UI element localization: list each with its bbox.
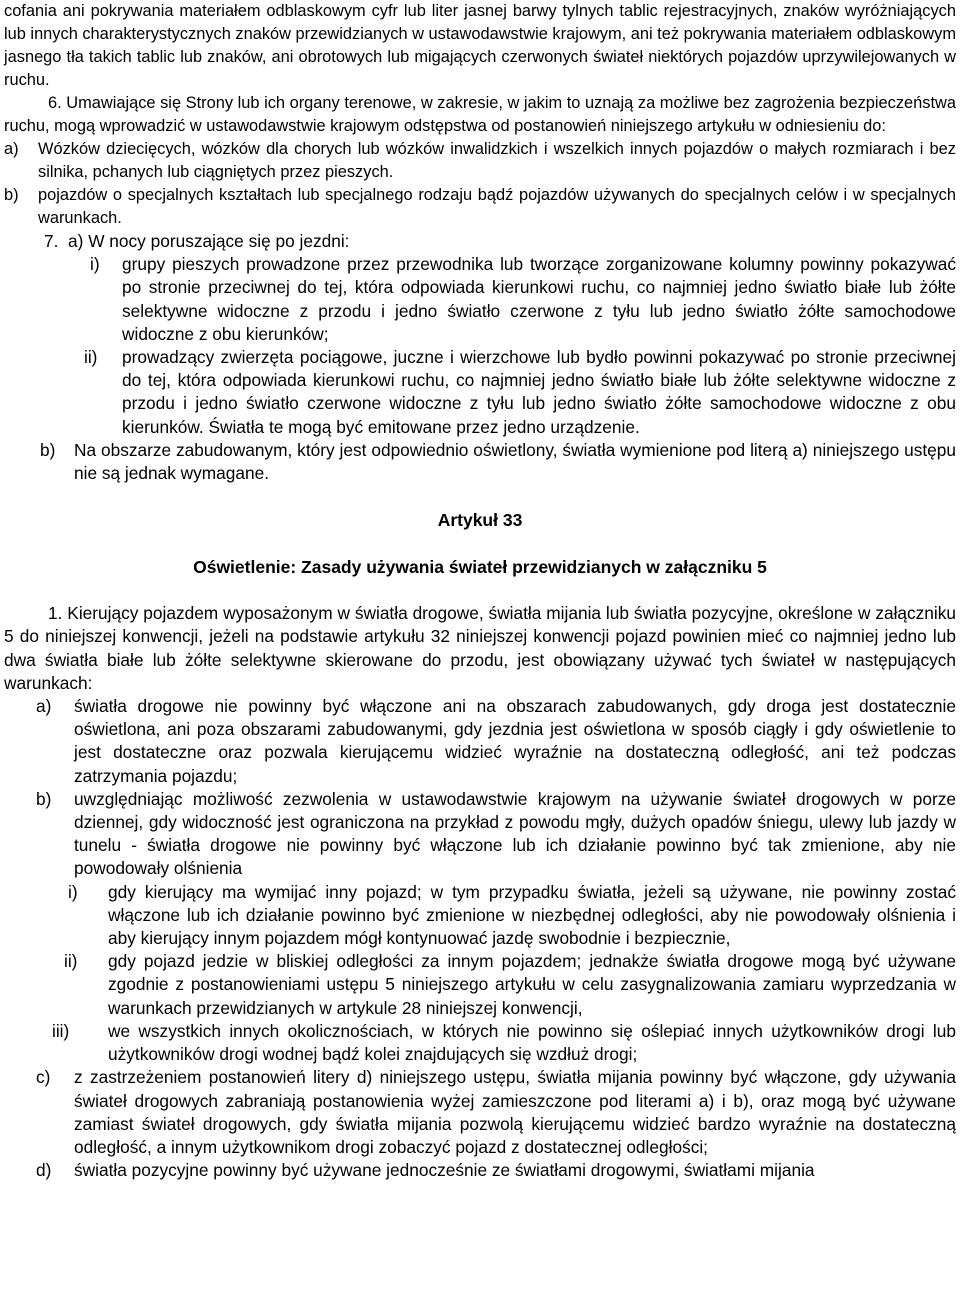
paragraph-1-b-sub-ii xyxy=(4,950,956,1020)
item-text: z zastrzeżeniem postanowień litery d) niniejszego ustępu, światła mijania powinny być włączone, gdy używania świateł drogowych zabraniają postanowienia wyżej zamieszczone pod literami a) i b), oraz mogą być używane zamiast świateł drogowych, gdy światła mijania pozwolą kierującemu widzieć bardzo wyraźnie na dostateczną odległość, a innym użytkownikom drogi zobaczyć pojazd z dostatecznej odległości; xyxy=(74,1067,956,1157)
item-label: a) xyxy=(4,140,19,158)
paragraph-1-item-d xyxy=(4,1159,956,1182)
paragraph-7-sub-i xyxy=(4,253,956,346)
item-label: c) xyxy=(36,1067,51,1088)
item-text: gdy kierujący ma wymijać inny pojazd; w tym przypadku światła, jeżeli są używane, nie powinny zostać włączone lub ich działanie powinno być zmienione w niezbędnej odległości, aby nie powodowały olśnienia i aby kierujący innym pojazdem mógł kontynuować jazdę swobodnie i bezpiecznie, xyxy=(108,881,956,949)
item-label: b) xyxy=(36,788,52,809)
article-title: Artykuł 33 xyxy=(437,510,523,531)
item-label: b) xyxy=(4,186,19,204)
paragraph-1-b-sub-i xyxy=(4,881,956,951)
paragraph-1-item-b xyxy=(4,788,956,881)
paragraph-1-item-a xyxy=(4,695,956,788)
item-text: pojazdów o specjalnych kształtach lub specjalnego rodzaju bądź pojazdów używanych do specjalnych celów i w specjalnych warunkach. xyxy=(38,186,956,227)
paragraph-1-item-c xyxy=(4,1066,956,1159)
item-label: i) xyxy=(90,254,100,275)
item-text: we wszystkich innych okolicznościach, w których nie powinno się oślepiać innych użytkowników drogi lub użytkowników drogi wodnej bądź kolei znajdujących się wzdłuż drogi; xyxy=(108,1020,956,1065)
paragraph-number: 7. xyxy=(44,231,59,251)
item-text: światła drogowe nie powinny być włączone ani na obszarach zabudowanych, gdy droga jest dostatecznie oświetlona, ani poza obszarami zabudowanymi, gdy jezdnia jest oświetlona w sposób ciągły i gdy oświetlenie to jest dostateczne oraz pozwala kierującemu widzieć wyraźnie na dostateczną odległość, ani też podczas zatrzymania pojazdu; xyxy=(74,696,956,786)
paragraph-1-b-sub-iii xyxy=(4,1020,956,1066)
item-text: prowadzący zwierzęta pociągowe, juczne i wierzchowe lub bydło powinni pokazywać po stronie przeciwnej do tej, która odpowiada kierunkowi ruchu, co najmniej jedno światło białe lub żółte selektywne widoczne z przodu i jedno światło czerwone widoczne z tyłu lub jedno światło żółte samochodowe widoczne z obu kierunków. Światła te mogą być emitowane przez jedno urządzenie. xyxy=(122,347,956,437)
paragraph-7-b xyxy=(4,439,956,485)
section-lighting-continuation xyxy=(4,0,956,230)
paragraph-1: 1. Kierujący pojazdem wyposażonym w światła drogowe, światła mijania lub światła pozycyjne, określone w załączniku 5 do niniejszej konwencji, jeżeli na podstawie artykułu 32 niniejszej konwencji pojazd powinien mieć co najmniej jedno lub dwa światła białe lub żółte selektywne skierowane do przodu, jest obowiązany używać tych świateł w następujących warunkach: xyxy=(4,603,956,693)
item-text: gdy pojazd jedzie w bliskiej odległości za innym pojazdem; jednakże światła drogowe mogą być używane zgodnie z postanowieniami ustępu 5 niniejszego artykułu w celu zasygnalizowania zamiaru wyprzedzania w warunkach przewidzianych w artykule 28 niniejszej konwencji, xyxy=(108,951,956,1018)
item-label: i) xyxy=(68,881,78,902)
item-text: światła pozycyjne powinny być używane jednocześnie ze światłami drogowymi, światłami mijania xyxy=(74,1160,815,1181)
paragraph-7-a-heading: a) W nocy poruszające się po jezdni: xyxy=(68,231,350,251)
item-label: ii) xyxy=(84,347,98,368)
item-label: d) xyxy=(36,1160,52,1181)
item-label: b) xyxy=(40,439,56,460)
paragraph-6-item-a xyxy=(4,138,956,184)
article-subtitle: Oświetlenie: Zasady używania świateł przewidzianych w załączniku 5 xyxy=(193,557,767,578)
item-label: a) xyxy=(36,696,52,717)
item-label: iii) xyxy=(52,1020,70,1041)
item-text: uwzględniając możliwość zezwolenia w ustawodawstwie krajowym na używanie świateł drogowych w porze dziennej, gdy widoczność jest ograniczona na przykład z powodu mgły, dużych opadów śniegu, ulewy lub jazdy w tunelu - światła drogowe nie powinny być włączone lub ich działanie powinno być tak zmienione, aby nie powodowały olśnienia xyxy=(74,788,956,879)
paragraph-7-heading xyxy=(4,230,956,253)
item-text: grupy pieszych prowadzone przez przewodnika lub tworzące zorganizowane kolumny powinny pokazywać po stronie przeciwnej do tej, która odpowiada kierunkowi ruchu, co najmniej jedno światło białe lub żółte selektywne widoczne z przodu i jedno światło czerwone z tyłu lub jedno światło żółte samochodowe widoczne z obu kierunków; xyxy=(122,254,956,344)
paragraph-6: 6. Umawiające się Strony lub ich organy terenowe, w zakresie, w jakim to uznają za możliwe bez zagrożenia bezpieczeństwa ruchu, mogą wprowadzić w ustawodawstwie krajowym odstępstwa od postanowień niniejszego artykułu w odniesieniu do: xyxy=(4,94,956,135)
item-text: Wózków dziecięcych, wózków dla chorych lub wózków inwalidzkich i wszelkich innych pojazdów o małych rozmiarach i bez silnika, pchanych lub ciągniętych przez pieszych. xyxy=(38,140,956,181)
item-text: Na obszarze zabudowanym, który jest odpowiednio oświetlony, światła wymienione pod literą a) niniejszego ustępu nie są jednak wymagane. xyxy=(74,439,956,484)
paragraph-7-sub-ii xyxy=(4,346,956,439)
intro-paragraph: cofania ani pokrywania materiałem odblaskowym cyfr lub liter jasnej barwy tylnych tablic rejestracyjnych, znaków wyróżniających lub innych charakterystycznych znaków przewidzianych w ustawodawstwie krajowym, ani też pokrywania materiałem odblaskowym jasnego tła takich tablic lub znaków, ani obrotowych lub migających czerwonych świateł niektórych pojazdów uprzywilejowanych w ruchu. xyxy=(4,2,956,89)
paragraph-6-item-b xyxy=(4,184,956,230)
section-paragraph-7 xyxy=(4,230,956,1182)
item-label: ii) xyxy=(64,951,78,972)
